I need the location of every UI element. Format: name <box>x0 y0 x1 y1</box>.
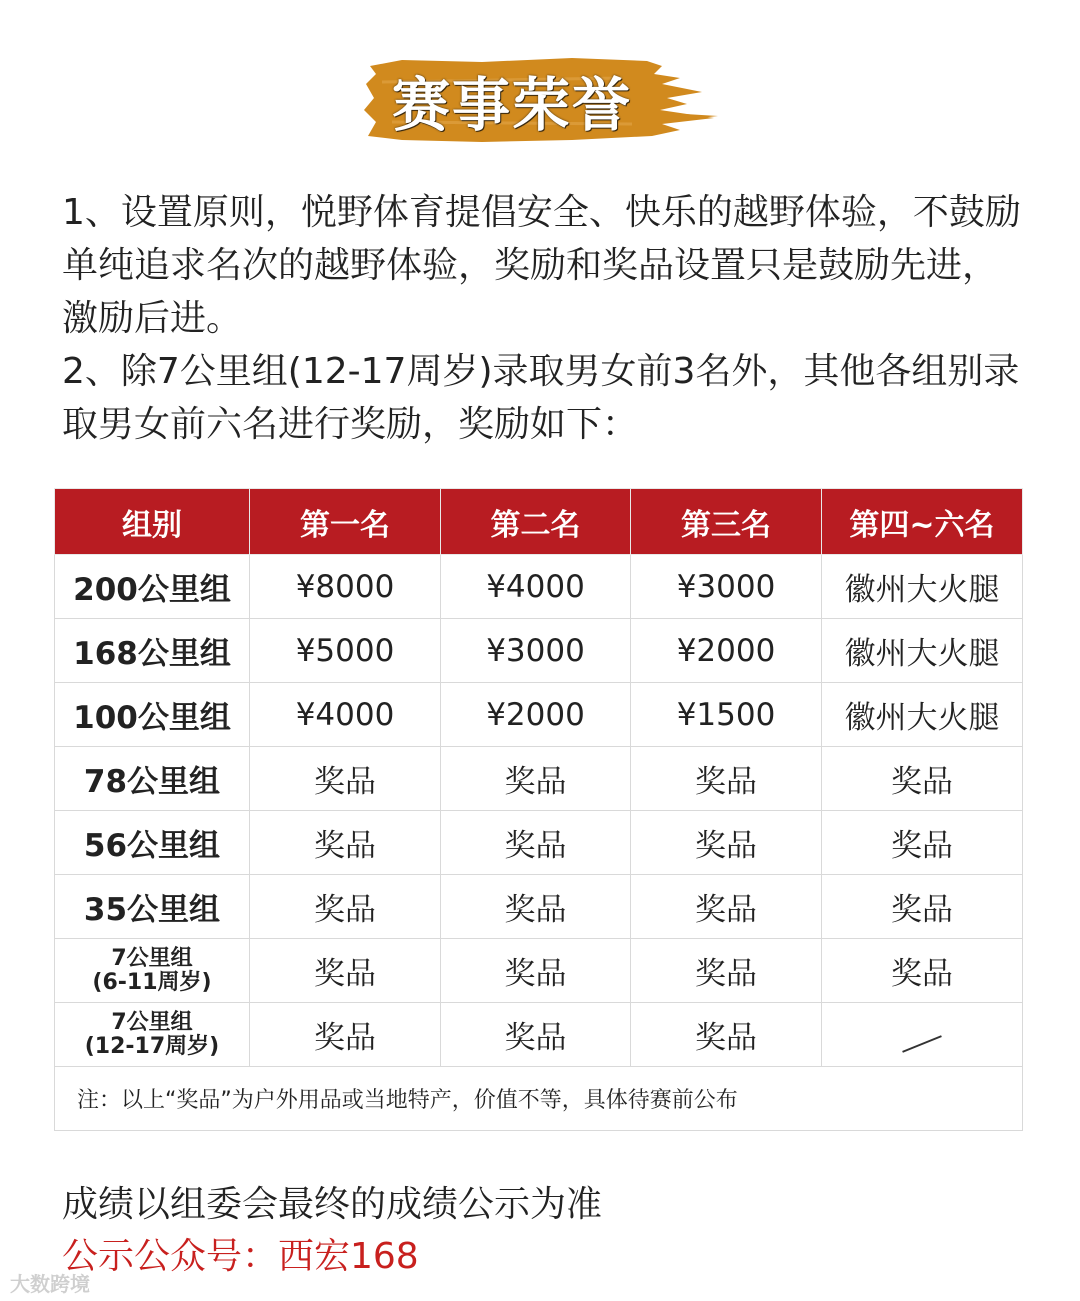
prize-cell: ¥3000 <box>631 555 822 619</box>
intro-text <box>62 186 1022 451</box>
intro-paragraph-2: 2、除7公里组(12-17周岁)录取男女前3名外，其他各组别录取男女前六名进行奖励，奖励如下： <box>62 351 1020 445</box>
prize-cell: 奖品 <box>250 939 441 1003</box>
watermark: 大数跨境 <box>10 1272 90 1296</box>
group-age: (6-11周岁) <box>92 969 212 995</box>
group-cell: 168公里组 <box>55 619 250 683</box>
header-group: 组别 <box>55 489 250 555</box>
prize-cell: ¥3000 <box>441 619 631 683</box>
table-row <box>55 875 1023 939</box>
public-account-notice: 公示公众号：西宏168 <box>62 1236 419 1277</box>
intro-paragraph-1: 1、设置原则，悦野体育提倡安全、快乐的越野体验，不鼓励单纯追求名次的越野体验，奖励和奖品设置只是鼓励先进，激励后进。 <box>62 192 1021 339</box>
group-age: (12-17周岁) <box>84 1033 220 1059</box>
group-cell <box>55 1003 250 1067</box>
awards-table <box>54 488 1023 1131</box>
prize-cell: 奖品 <box>441 811 631 875</box>
table-header-row <box>55 489 1023 555</box>
table-row <box>55 683 1023 747</box>
group-cell: 78公里组 <box>55 747 250 811</box>
dash-mark <box>902 1035 942 1053</box>
header-fourth-sixth: 第四~六名 <box>822 489 1023 555</box>
prize-cell: 奖品 <box>441 875 631 939</box>
table-row <box>55 747 1023 811</box>
prize-cell: 奖品 <box>822 939 1023 1003</box>
prize-cell: 奖品 <box>631 1003 822 1067</box>
table-row <box>55 1003 1023 1067</box>
prize-cell: 徽州大火腿 <box>822 683 1023 747</box>
prize-cell: 奖品 <box>250 747 441 811</box>
prize-cell: 奖品 <box>822 747 1023 811</box>
group-cell: 56公里组 <box>55 811 250 875</box>
prize-cell: 奖品 <box>631 875 822 939</box>
table-note: 注：以上“奖品”为户外用品或当地特产，价值不等，具体待赛前公布 <box>55 1067 1023 1131</box>
prize-cell: 奖品 <box>631 811 822 875</box>
prize-cell: 奖品 <box>250 811 441 875</box>
prize-cell: ¥2000 <box>441 683 631 747</box>
section-banner <box>362 52 722 148</box>
prize-cell: 奖品 <box>441 939 631 1003</box>
section-title: 赛事荣誉 <box>391 71 632 139</box>
group-name: 7公里组 <box>111 1009 193 1035</box>
header-second: 第二名 <box>441 489 631 555</box>
prize-cell: 奖品 <box>441 1003 631 1067</box>
group-cell: 100公里组 <box>55 683 250 747</box>
prize-cell: ¥8000 <box>250 555 441 619</box>
prize-cell: 奖品 <box>631 939 822 1003</box>
prize-cell: 奖品 <box>631 747 822 811</box>
table-row <box>55 939 1023 1003</box>
group-cell: 200公里组 <box>55 555 250 619</box>
prize-cell: ¥4000 <box>441 555 631 619</box>
prize-cell: 奖品 <box>441 747 631 811</box>
prize-cell: 徽州大火腿 <box>822 619 1023 683</box>
group-cell: 35公里组 <box>55 875 250 939</box>
group-name: 7公里组 <box>111 945 193 971</box>
prize-cell: 奖品 <box>250 875 441 939</box>
table-row <box>55 619 1023 683</box>
table-row <box>55 555 1023 619</box>
empty-prize-cell <box>822 1003 1023 1067</box>
prize-cell: 徽州大火腿 <box>822 555 1023 619</box>
prize-cell: ¥4000 <box>250 683 441 747</box>
prize-cell: ¥1500 <box>631 683 822 747</box>
prize-cell: ¥5000 <box>250 619 441 683</box>
table-row <box>55 811 1023 875</box>
note-row <box>55 1067 1023 1131</box>
prize-cell: ¥2000 <box>631 619 822 683</box>
header-third: 第三名 <box>631 489 822 555</box>
header-first: 第一名 <box>250 489 441 555</box>
group-cell <box>55 939 250 1003</box>
prize-cell: 奖品 <box>822 811 1023 875</box>
results-notice: 成绩以组委会最终的成绩公示为准 <box>62 1184 603 1225</box>
prize-cell: 奖品 <box>250 1003 441 1067</box>
prize-cell: 奖品 <box>822 875 1023 939</box>
